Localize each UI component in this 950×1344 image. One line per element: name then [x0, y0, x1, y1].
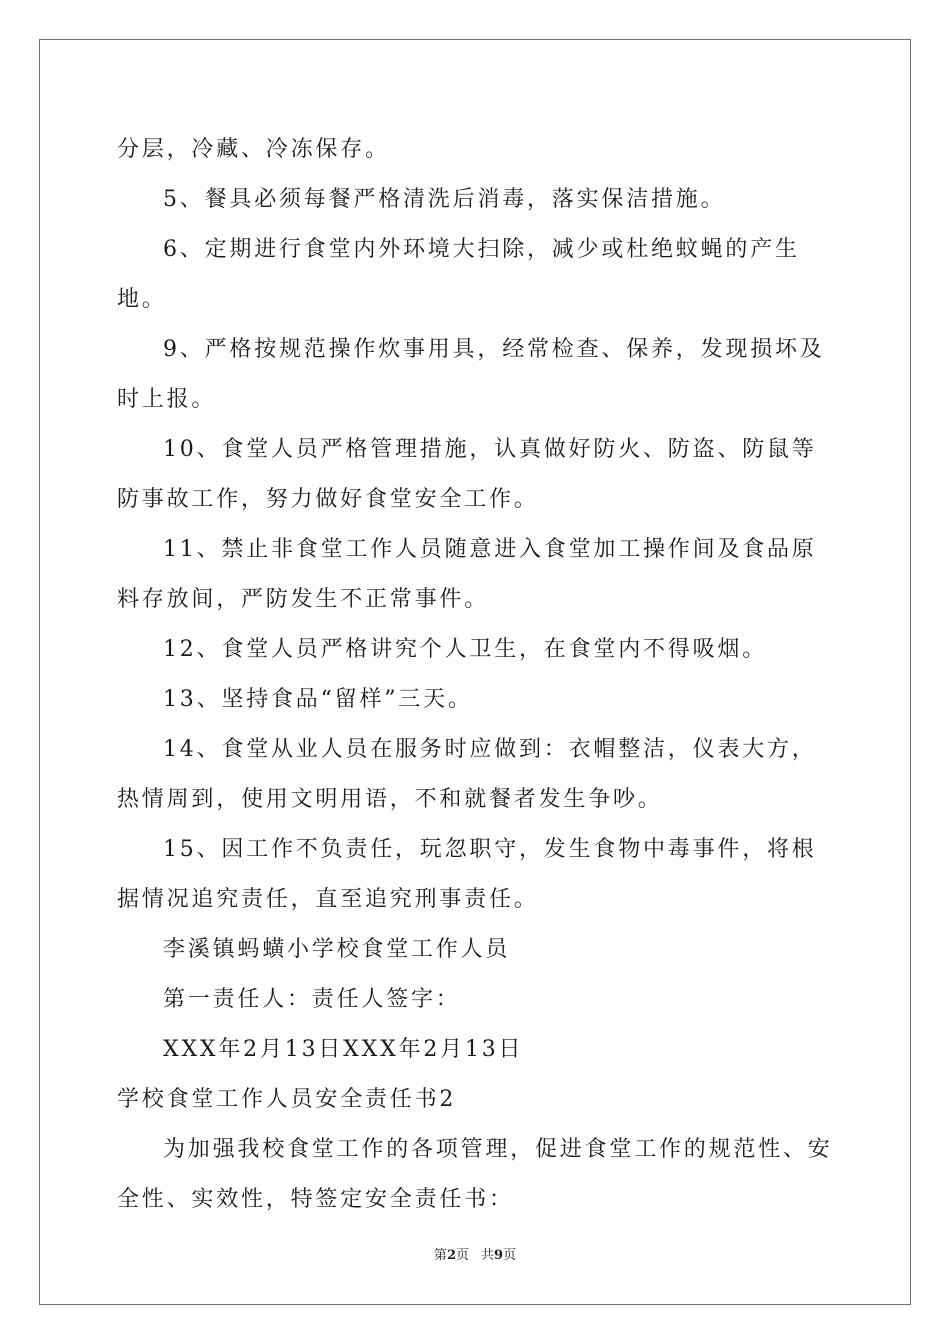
section-title: 学校食堂工作人员安全责任书2	[117, 1087, 457, 1112]
paragraph: 11、禁止非食堂工作人员随意进入食堂加工操作间及食品原料存放间，严防发生不正常事件。	[117, 537, 817, 612]
paragraph: 分层，冷藏、冷冻保存。	[117, 137, 390, 162]
signature-line: 第一责任人：责任人签字：	[163, 987, 461, 1012]
footer-total-prefix: 共	[481, 1248, 495, 1263]
paragraph: 14、食堂从业人员在服务时应做到：衣帽整洁，仪表大方，热情周到，使用文明用语，不和就餐者发生争吵。	[117, 737, 817, 812]
page-footer	[0, 1247, 950, 1265]
paragraph: 15、因工作不负责任，玩忽职守，发生食物中毒事件，将根据情况追究责任，直至追究刑事责任。	[117, 837, 817, 912]
paragraph: 6、定期进行食堂内外环境大扫除，减少或杜绝蚊蝇的产生地。	[117, 237, 800, 312]
footer-page-suffix: 页	[455, 1248, 469, 1263]
paragraph: 13、坚持食品“留样”三天。	[163, 687, 473, 712]
paragraph: 为加强我校食堂工作的各项管理，促进食堂工作的规范性、安全性、实效性，特签定安全责任书：	[117, 1137, 833, 1212]
footer-prefix: 第	[433, 1248, 447, 1263]
signature-date: XXX年2月13日XXX年2月13日	[163, 1037, 524, 1062]
footer-total-pages: 9	[494, 1248, 504, 1263]
paragraph: 9、严格按规范操作炊事用具，经常检查、保养，发现损坏及时上报。	[117, 337, 825, 412]
signature-org: 李溪镇蚂蟥小学校食堂工作人员	[163, 937, 511, 962]
paragraph: 5、餐具必须每餐严格清洗后消毒，落实保洁措施。	[163, 187, 726, 212]
footer-current-page: 2	[446, 1248, 456, 1263]
footer-total-suffix: 页	[503, 1248, 517, 1263]
document-body	[117, 125, 835, 1225]
paragraph: 10、食堂人员严格管理措施，认真做好防火、防盗、防鼠等防事故工作，努力做好食堂安全工作。	[117, 437, 817, 512]
paragraph: 12、食堂人员严格讲究个人卫生，在食堂内不得吸烟。	[163, 637, 767, 662]
